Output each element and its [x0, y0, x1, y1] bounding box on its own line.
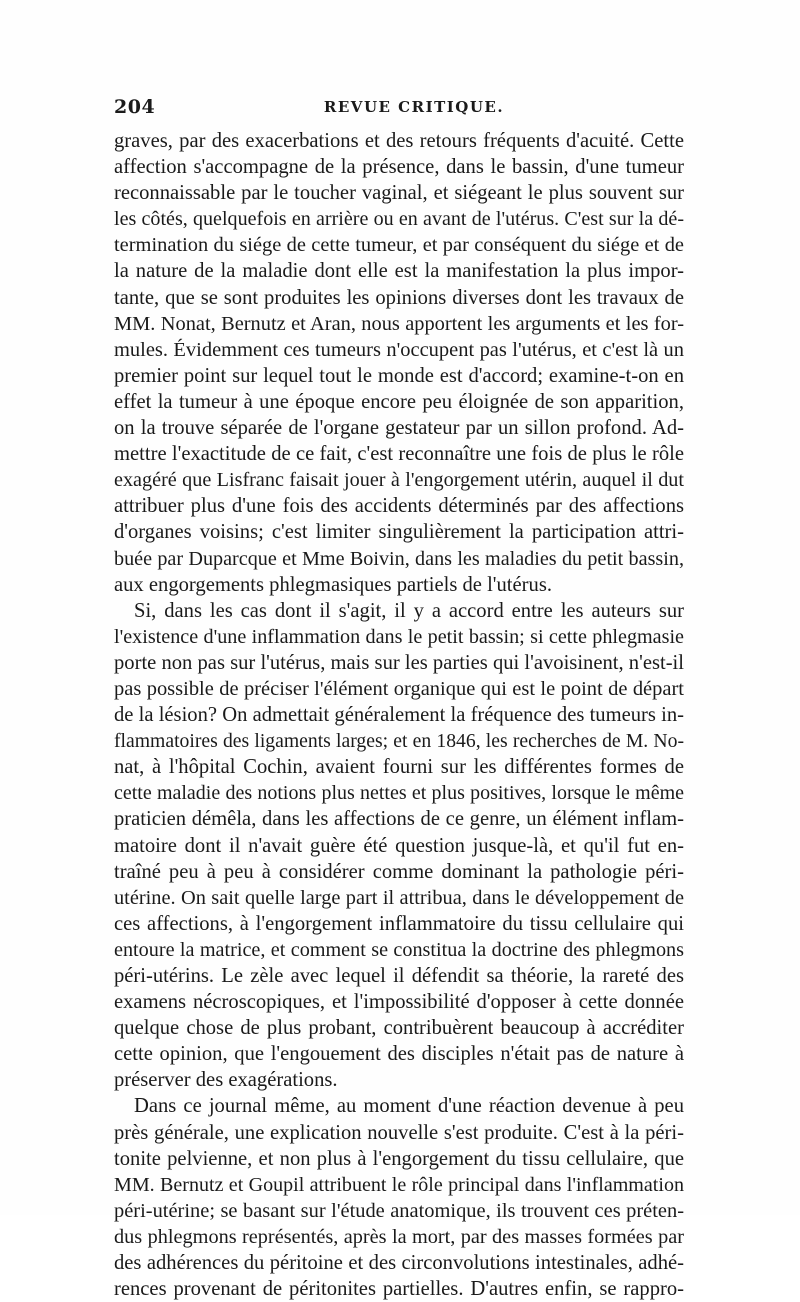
text-line: praticien démêla, dans les affections de ce genre, un élément inflam-: [114, 808, 684, 831]
text-line: tante, que se sont produites les opinions diverses dont les travaux de: [114, 286, 684, 309]
text-line: affection s'accompagne de la présence, dans le bassin, d'une tumeur: [114, 156, 684, 179]
text-line: rences provenant de péritonites partielles. D'autres enfin, se rappro-: [114, 1278, 684, 1301]
text-line: examens nécroscopiques, et l'impossibilité d'opposer à cette donnée: [114, 991, 684, 1014]
text-line: près générale, une explication nouvelle s'est produite. C'est à la péri-: [114, 1121, 684, 1144]
text-line: tonite pelvienne, et non plus à l'engorgement du tissu cellulaire, que: [114, 1147, 684, 1170]
page-number: 204: [114, 96, 156, 118]
text-line: attribuer plus d'une fois des accidents déterminés par des affections: [114, 495, 684, 518]
text-line: ces affections, à l'engorgement inflammatoire du tissu cellulaire qui: [114, 912, 684, 935]
text-line: porte non pas sur l'utérus, mais sur les parties qui l'avoisinent, n'est-il: [114, 651, 684, 674]
text-line: d'organes voisins; c'est limiter singulièrement la participation attri-: [114, 521, 684, 544]
running-head: [114, 96, 684, 122]
text-line: graves, par des exacerbations et des retours fréquents d'acuité. Cette: [114, 130, 684, 152]
text-line: Dans ce journal même, au moment d'une réaction devenue à peu: [134, 1095, 684, 1118]
text-line: utérine. On sait quelle large part il attribua, dans le développement de: [114, 886, 684, 909]
text-line: traîné peu à peu à considérer comme dominant la pathologie péri-: [114, 860, 684, 883]
text-line: mettre l'exactitude de ce fait, c'est reconnaître une fois de plus le rôle: [114, 443, 684, 466]
text-line: des adhérences du péritoine et des circonvolutions intestinales, adhé-: [114, 1252, 684, 1275]
text-line: pas possible de préciser l'élément organique qui est le point de départ: [114, 677, 684, 700]
text-line: péri-utérins. Le zèle avec lequel il défendit sa théorie, la rareté des: [114, 965, 684, 987]
text-line: on la trouve séparée de l'organe gestateur par un sillon profond. Ad-: [114, 417, 684, 440]
text-line: aux engorgements phlegmasiques partiels de l'utérus.: [114, 573, 552, 596]
text-line: buée par Duparcque et Mme Boivin, dans les maladies du petit bassin,: [114, 547, 684, 570]
text-line: péri-utérine; se basant sur l'étude anatomique, ils trouvent ces préten-: [114, 1199, 684, 1222]
text-line: exagéré que Lisfranc faisait jouer à l'engorgement utérin, auquel il dut: [114, 469, 684, 492]
text-line: MM. Nonat, Bernutz et Aran, nous apportent les arguments et les for-: [114, 312, 684, 335]
text-line: reconnaissable par le toucher vaginal, et siégeant le plus souvent sur: [114, 182, 684, 205]
text-line: nat, à l'hôpital Cochin, avaient fourni sur les différentes formes de: [114, 756, 684, 779]
text-line: termination du siége de cette tumeur, et par conséquent du siége et de: [114, 234, 684, 257]
text-line: Si, dans les cas dont il s'agit, il y a accord entre les auteurs sur: [134, 599, 684, 622]
text-line: premier point sur lequel tout le monde est d'accord; examine-t-on en: [114, 364, 684, 387]
text-line: cette maladie des notions plus nettes et plus positives, lorsque le même: [114, 782, 684, 805]
text-line: cette opinion, que l'engouement des disciples n'était pas de nature à: [114, 1043, 684, 1066]
body-text: [114, 128, 684, 1302]
text-line: la nature de la maladie dont elle est la manifestation la plus impor-: [114, 260, 684, 283]
text-line: les côtés, quelquefois en arrière ou en avant de l'utérus. C'est sur la dé-: [114, 208, 684, 231]
text-line: MM. Bernutz et Goupil attribuent le rôle principal dans l'inflammation: [114, 1173, 684, 1196]
text-line: dus phlegmons représentés, après la mort, par des masses formées par: [114, 1225, 684, 1248]
text-line: l'existence d'une inflammation dans le petit bassin; si cette phlegmasie: [114, 625, 684, 648]
text-line: effet la tumeur à une époque encore peu éloignée de son apparition,: [114, 390, 684, 413]
text-line: entoure la matrice, et comment se constitua la doctrine des phlegmons: [114, 938, 684, 961]
text-line: flammatoires des ligaments larges; et en 1846, les recherches de M. No-: [114, 730, 684, 753]
text-line: mules. Évidemment ces tumeurs n'occupent pas l'utérus, et c'est là un: [114, 338, 684, 361]
text-line: de la lésion? On admettait généralement la fréquence des tumeurs in-: [114, 704, 684, 727]
running-title: REVUE CRITIQUE.: [323, 98, 505, 116]
text-line: matoire dont il n'avait guère été question jusque-là, et qu'il fut en-: [114, 834, 684, 857]
text-line: quelque chose de plus probant, contribuèrent beaucoup à accréditer: [114, 1017, 684, 1040]
text-line: préserver des exagérations.: [114, 1069, 338, 1092]
